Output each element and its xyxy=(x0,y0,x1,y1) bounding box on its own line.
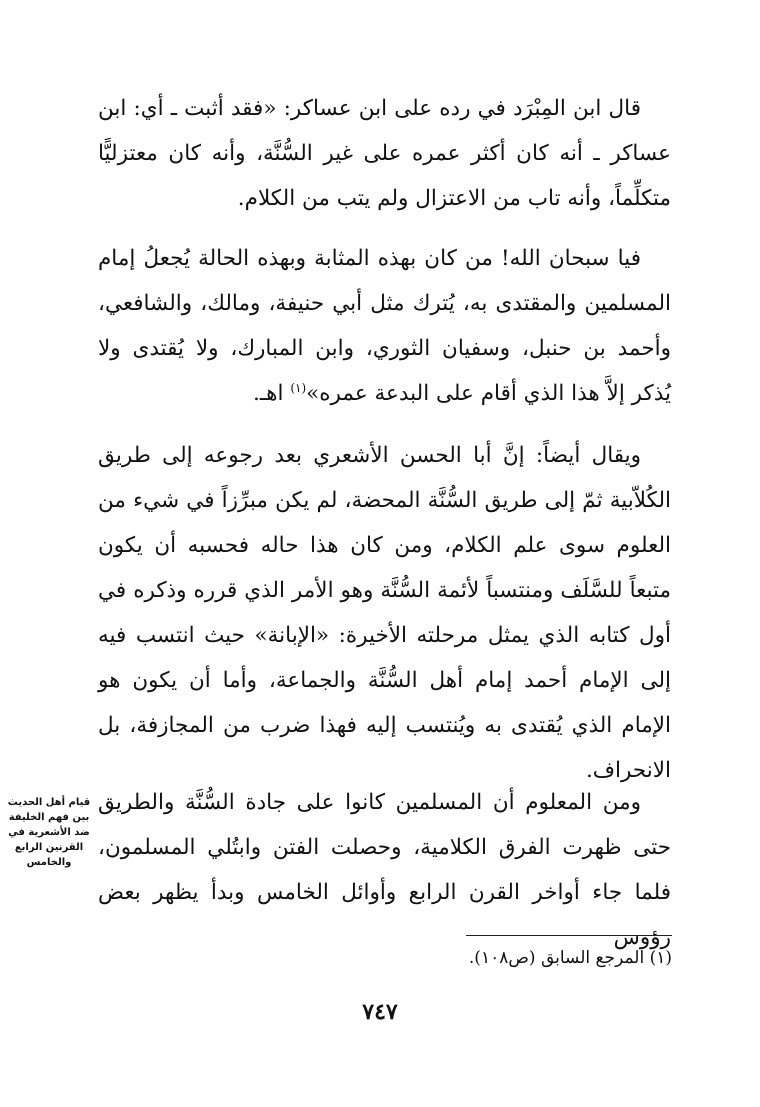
paragraph-ibn-al-mibrad-quote xyxy=(98,86,671,221)
paragraph-ending: اهـ. xyxy=(253,381,291,406)
paragraph-al-ashari xyxy=(98,433,671,793)
page-number: ٧٤٧ xyxy=(362,999,398,1025)
paragraph-text: ويقال أيضاً: إنَّ أبا الحسن الأشعري بعد رجوعه إلى طريق الكُلاّبية ثمّ إلى طريق السُّنَّة المحضة، لم يكن مبرِّزاً في شيء من العلوم سوى علم الكلام، ومن كان هذا حاله فحسبه أن يكون متبعاً للسَّلَف ومنتسباً لأئمة السُّنَّة وهو الأمر الذي قرره وذكره في أول كتابه الذي يمثل مرحلته الأخيرة: «الإبانة» حيث انتسب فيه إلى الإمام أحمد إمام أهل السُّنَّة والجماعة، وأما أن يكون هو الإمام الذي يُقتدى به ويُنتسب إليه فهذا ضرب من المجازفة، بل الانحراف. xyxy=(98,443,671,783)
footnote: (١) المرجع السابق (ص١٠٨). xyxy=(468,948,672,968)
paragraph-known-facts xyxy=(98,780,671,960)
footnote-divider xyxy=(466,935,672,936)
footnote-reference: (١) xyxy=(290,380,307,395)
paragraph-main-text: فيا سبحان الله! من كان بهذه المثابة وبهذه الحالة يُجعلُ إمام المسلمين والمقتدى به، يُترك مثل أبي حنيفة، ومالك، والشافعي، وأحمد بن حنبل، وسفيان الثوري، وابن المبارك، ولا يُقتدى ولا يُذكر إلاَّ هذا الذي أقام على البدعة عمره» xyxy=(98,246,671,406)
margin-note: قيام أهل الحديث بين فهم الخليفة ضد الأشعرية في القرنين الرابع والخامس xyxy=(7,797,91,868)
paragraph-subhan-allah xyxy=(98,236,671,416)
paragraph-text: ومن المعلوم أن المسلمين كانوا على جادة السُّنَّة والطريق حتى ظهرت الفرق الكلامية، وحصلت الفتن وابتُلي المسلمون، فلما جاء أواخر القرن الرابع وأوائل الخامس وبدأ يظهر بعض رؤوس xyxy=(98,790,671,950)
paragraph-text xyxy=(98,236,671,416)
paragraph-text: قال ابن المِبْرَد في رده على ابن عساكر: «فقد أثبت ـ أي: ابن عساكر ـ أنه كان أكثر عمره على غير السُّنَّة، وأنه كان معتزليًّا متكلِّماً، وأنه تاب من الاعتزال ولم يتب من الكلام. xyxy=(98,96,671,211)
